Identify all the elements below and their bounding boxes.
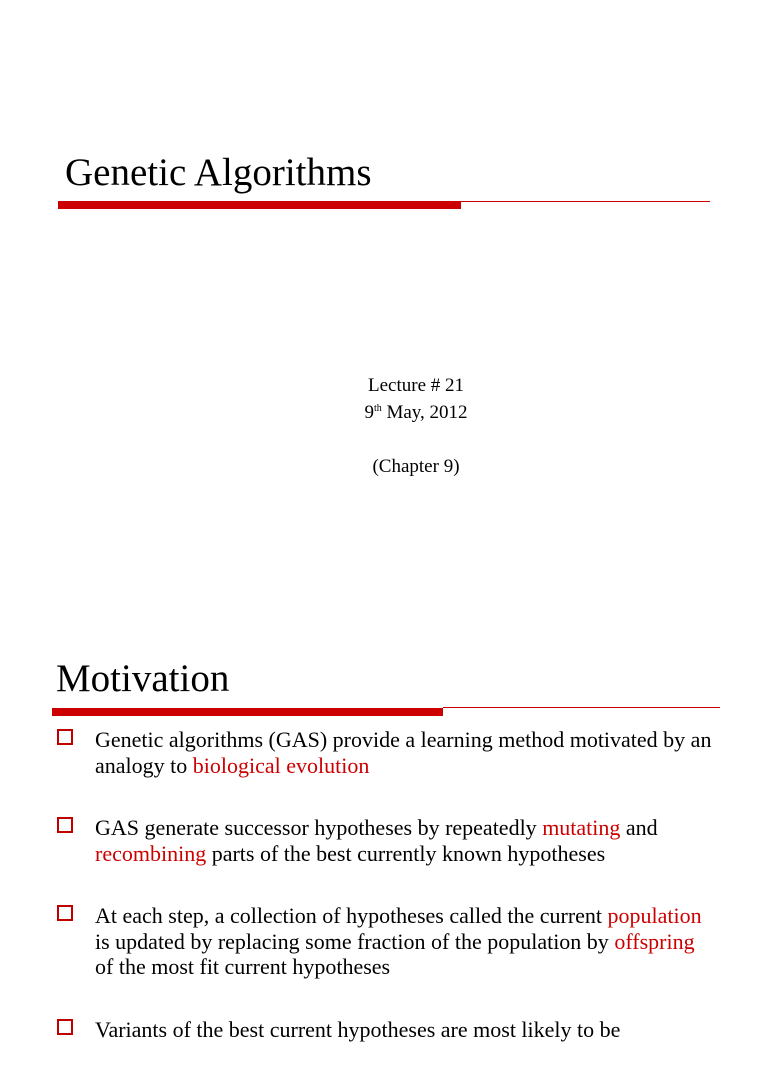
lecture-number: Lecture # 21 — [367, 375, 464, 396]
hollow-square-icon — [57, 1019, 73, 1035]
highlighted-term: recombining — [95, 840, 207, 866]
subtitle-gap — [316, 426, 516, 453]
chapter-reference: (Chapter 9) — [372, 456, 460, 477]
hollow-square-icon — [57, 905, 73, 921]
title-rule-thick — [58, 201, 461, 209]
bullet-item — [57, 1017, 717, 1043]
bullet-text: Genetic algorithms (GAS) provide a learning method motivated by an analogy to — [95, 727, 717, 778]
highlighted-term: offspring — [614, 928, 695, 954]
date-rest: May, 2012 — [381, 402, 468, 423]
highlighted-term: mutating — [542, 815, 621, 840]
hollow-square-icon — [57, 817, 73, 833]
slide-subtitle — [316, 372, 516, 480]
hollow-square-icon — [57, 729, 73, 745]
bullet-text: parts of the best currently known hypotheses — [206, 840, 606, 866]
bullet-text: Variants of the best current hypotheses are most likely to be — [95, 1016, 621, 1042]
highlighted-term: population — [607, 903, 702, 928]
date-suffix: th — [373, 403, 382, 414]
bullet-item — [57, 815, 717, 866]
lecture-date — [316, 399, 516, 426]
bullet-text: of the most fit current hypotheses — [95, 928, 701, 979]
bullet-item — [57, 727, 717, 778]
slide-title: Motivation — [56, 657, 230, 700]
bullet-text: At each step, a collection of hypotheses called the current — [95, 903, 608, 928]
title-rule-thin — [443, 707, 720, 708]
bullet-list — [57, 727, 717, 1079]
bullet-text: GAS generate successor hypotheses by repeatedly — [95, 815, 543, 840]
title-rule-thin — [461, 201, 710, 202]
date-day: 9 — [364, 402, 374, 423]
bullet-item — [57, 903, 717, 980]
title-rule-thick — [52, 708, 443, 716]
slide-title: Genetic Algorithms — [65, 151, 372, 194]
bullet-text: and — [620, 815, 664, 840]
motivation-slide — [0, 620, 768, 1042]
bullet-text: is updated by replacing some fraction of the population by — [95, 903, 708, 954]
highlighted-term: biological evolution — [192, 752, 370, 778]
